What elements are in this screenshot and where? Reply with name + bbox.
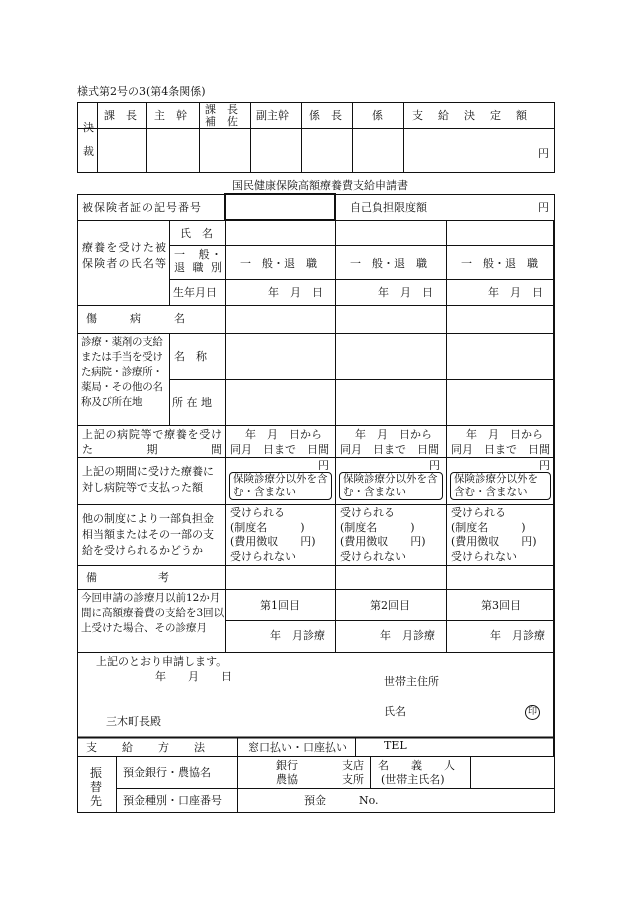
declaration-date[interactable]: 年 月 日 (155, 670, 232, 683)
head-name-label: 氏名 (384, 705, 406, 718)
history-month-3[interactable]: 年 月診療 (490, 629, 545, 642)
other-option-system-name[interactable]: (制度名 ) (230, 520, 305, 534)
approval-header-staff: 係 (372, 109, 383, 122)
insured-name-field-1[interactable] (227, 222, 333, 244)
paid-note-1[interactable]: 保険診療分以外を含む・含まない (229, 472, 332, 500)
insured-name-field-3[interactable] (448, 222, 552, 244)
declaration-addressee: 三木町長殿 (106, 715, 161, 728)
provider-name-field-3[interactable] (448, 335, 552, 377)
dob-value-1[interactable]: 年 月 日 (268, 286, 323, 299)
other-option-yes[interactable]: 受けられる (451, 506, 506, 519)
other-option-no[interactable]: 受けられない (230, 549, 296, 563)
provider-label: 診療・薬剤の支給または手当を受けた病院・診療所・薬局・その他の名称及び所在地 (81, 336, 163, 408)
approval-header-group-leader: 係 長 (309, 109, 342, 122)
other-option-no[interactable]: 受けられない (340, 549, 406, 563)
approval-side-label-2: 裁 (83, 145, 94, 158)
remarks-field[interactable] (227, 567, 553, 587)
declaration-statement: 上記のとおり申請します。 (96, 655, 228, 668)
history-count-3: 第3回目 (481, 599, 521, 612)
holder-name-field[interactable] (472, 758, 552, 786)
period-to-2[interactable]: 同月 日まで 日間 (340, 443, 439, 456)
other-system-options-2[interactable] (340, 506, 444, 564)
period-label: 上記の病院等で療養を受けた期間 (82, 428, 222, 456)
copay-limit-label: 自己負担限度額 (350, 201, 427, 214)
history-month-2[interactable]: 年 月診療 (380, 629, 435, 642)
seal-mark: 印 (525, 705, 540, 720)
paid-yen-1: 円 (318, 459, 329, 472)
dob-value-3[interactable]: 年 月 日 (488, 286, 543, 299)
bank-line-agri[interactable]: 農協 支所 (276, 773, 364, 786)
provider-name-field-1[interactable] (227, 335, 333, 377)
approval-header-amount: 支 給 決 定 額 (412, 109, 529, 122)
other-option-fee[interactable]: (費用徴収 円) (230, 535, 316, 548)
form-title: 国民健康保険高額療養費支給申請書 (232, 179, 408, 192)
account-value[interactable]: 預金 No. (304, 794, 379, 807)
other-option-fee[interactable]: (費用徴収 円) (451, 535, 537, 548)
paid-label: 上記の期間に受けた療養に対し病院等で支払った額 (82, 465, 214, 494)
provider-address-field-1[interactable] (227, 381, 333, 423)
other-option-yes[interactable]: 受けられる (230, 506, 285, 519)
insured-label: 療養を受けた被保険者の氏名等 (82, 241, 166, 270)
period-to-1[interactable]: 同月 日まで 日間 (230, 443, 329, 456)
category-label: 一 般・退職別 (174, 248, 222, 274)
insured-name-field-2[interactable] (337, 222, 444, 244)
paid-note-3[interactable]: 保険診療分以外を含む・含まない (450, 472, 551, 500)
remarks-label: 備 考 (86, 571, 170, 584)
period-from-1[interactable]: 年 月 日から (245, 428, 322, 441)
transfer-label: 振替先 (90, 766, 103, 808)
provider-address-label: 所 在 地 (172, 396, 212, 409)
insurance-number-field[interactable] (227, 196, 333, 218)
provider-address-field-2[interactable] (337, 381, 444, 423)
approval-header-section-chief: 課 長 (104, 109, 137, 122)
provider-name-label: 名 称 (174, 350, 207, 363)
approval-amount-yen: 円 (538, 147, 549, 160)
account-label: 預金種別・口座番号 (123, 794, 222, 807)
other-option-no[interactable]: 受けられない (451, 549, 517, 563)
bank-label: 預金銀行・農協名 (123, 766, 211, 779)
history-month-1[interactable]: 年 月診療 (270, 629, 325, 642)
approval-header-director: 主 幹 (154, 109, 187, 122)
dob-label: 生年月日 (173, 286, 217, 299)
other-system-options-1[interactable] (230, 506, 334, 564)
category-value-1[interactable]: 一 般・退 職 (240, 257, 317, 270)
approval-side-label-1: 決 (83, 121, 94, 134)
injury-field-2[interactable] (337, 307, 444, 331)
copay-limit-yen: 円 (538, 201, 549, 214)
history-label: 今回申請の診療月以前12か月間に高額療養費の支給を3回以上受けた場合、その診療月 (81, 592, 225, 634)
history-count-2: 第2回目 (370, 599, 410, 612)
period-to-3[interactable]: 同月 日まで 日間 (451, 443, 550, 456)
other-system-label: 他の制度により一部負担金相当額またはその一部の支給を受けられるかどうか (82, 512, 214, 557)
approval-header-deputy-director: 副主幹 (256, 109, 289, 122)
bank-line-bank[interactable]: 銀行 支店 (276, 759, 364, 772)
head-address-label: 世帯主住所 (384, 675, 439, 688)
form-number: 様式第2号の3(第4条関係) (77, 85, 206, 98)
tel-label: TEL (384, 739, 407, 752)
other-option-system-name[interactable]: (制度名 ) (340, 520, 415, 534)
other-system-options-3[interactable] (451, 506, 553, 564)
period-from-3[interactable]: 年 月 日から (466, 428, 543, 441)
holder-label: 名 義 人 (378, 759, 455, 772)
paid-yen-2: 円 (429, 459, 440, 472)
period-from-2[interactable]: 年 月 日から (355, 428, 432, 441)
category-value-3[interactable]: 一 般・退 職 (461, 257, 538, 270)
provider-address-field-3[interactable] (448, 381, 552, 423)
injury-field-1[interactable] (227, 307, 333, 331)
payment-method-value[interactable]: 窓口払い・口座払い (248, 741, 347, 754)
other-option-system-name[interactable]: (制度名 ) (451, 520, 526, 534)
category-value-2[interactable]: 一 般・退 職 (350, 257, 427, 270)
insured-name-label: 氏 名 (180, 227, 213, 240)
paid-note-2[interactable]: 保険診療分以外を含む・含まない (339, 472, 443, 500)
insurance-number-label: 被保険者証の記号番号 (82, 201, 202, 214)
approval-header-assistant-chief: 課 長 補 佐 (205, 103, 238, 128)
payment-method-label: 支 給 方 法 (86, 741, 206, 754)
history-count-1: 第1回目 (260, 599, 300, 612)
holder-sub-label: (世帯主氏名) (381, 773, 445, 786)
provider-name-field-2[interactable] (337, 335, 444, 377)
paid-yen-3: 円 (539, 459, 550, 472)
injury-field-3[interactable] (448, 307, 552, 331)
injury-label: 傷 病 名 (86, 312, 185, 325)
other-option-fee[interactable]: (費用徴収 円) (340, 535, 426, 548)
dob-value-2[interactable]: 年 月 日 (378, 286, 433, 299)
other-option-yes[interactable]: 受けられる (340, 506, 395, 519)
